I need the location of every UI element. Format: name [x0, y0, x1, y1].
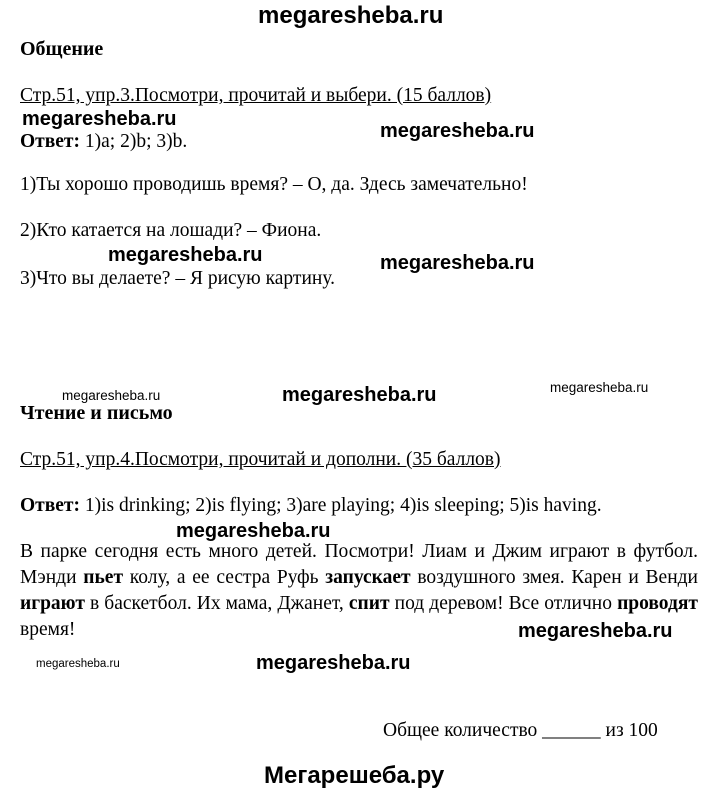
dialogue-line-3: 3)Что вы делаете? – Я рисую картину. — [20, 268, 335, 289]
watermark-8: megaresheba.ru — [176, 520, 331, 542]
watermark-3: megaresheba.ru — [108, 244, 263, 266]
watermark-bottom: Мегарешеба.ру — [264, 762, 445, 789]
verb-sleeps: спит — [348, 593, 390, 614]
watermark-10: megaresheba.ru — [256, 652, 411, 674]
answer-ex3 — [20, 131, 187, 153]
total-out-of: из 100 — [605, 720, 658, 741]
watermark-7: megaresheba.ru — [550, 380, 649, 395]
story-paragraph: В парке сегодня есть много детей. Посмотри! Лиам и Джим играют в футбол. Мэнди пьет колу, а ее сестра Руфь запускает воздушного змея. Карен и Венди играют в баскетбол. Их мама, Джанет, спит под деревом! Все отлично проводят время! — [20, 541, 698, 640]
verb-have: проводят — [617, 593, 698, 614]
verb-play: играют — [20, 593, 85, 614]
total-score-line — [383, 720, 658, 742]
answer-ex4 — [20, 495, 602, 517]
answer-value: 1)is drinking; 2)is flying; 3)are playing; 4)is sleeping; 5)is having. — [80, 495, 602, 516]
verb-flies: запускает — [325, 567, 411, 588]
answer-label: Ответ: — [20, 495, 81, 516]
section-heading-reading-writing: Чтение и письмо — [20, 402, 173, 424]
watermark-9: megaresheba.ru — [518, 620, 673, 642]
dialogue-line-1: 1)Ты хорошо проводишь время? – О, да. Здесь замечательно! — [20, 174, 528, 195]
dialogue-line-2: 2)Кто катается на лошади? – Фиона. — [20, 220, 322, 241]
verb-drinks: пьет — [83, 567, 124, 588]
total-blank: ______ — [542, 720, 601, 741]
section-heading-communication: Общение — [20, 38, 104, 60]
watermark-6: megaresheba.ru — [282, 384, 437, 406]
watermark-2: megaresheba.ru — [380, 120, 535, 142]
answer-label: Ответ: — [20, 131, 81, 152]
task-title-ex4: Стр.51, упр.4.Посмотри, прочитай и дополни. (35 баллов) — [20, 449, 501, 470]
watermark-4: megaresheba.ru — [380, 252, 535, 274]
watermark-5: megaresheba.ru — [62, 388, 161, 403]
task-title-ex3: Стр.51, упр.3.Посмотри, прочитай и выбери. (15 баллов) — [20, 85, 492, 106]
watermark-top: megaresheba.ru — [258, 2, 444, 29]
watermark-1: megaresheba.ru — [22, 108, 177, 130]
total-label: Общее количество — [383, 720, 538, 741]
answer-value: 1)a; 2)b; 3)b. — [80, 131, 188, 152]
watermark-small-left: megaresheba.ru — [36, 658, 120, 670]
